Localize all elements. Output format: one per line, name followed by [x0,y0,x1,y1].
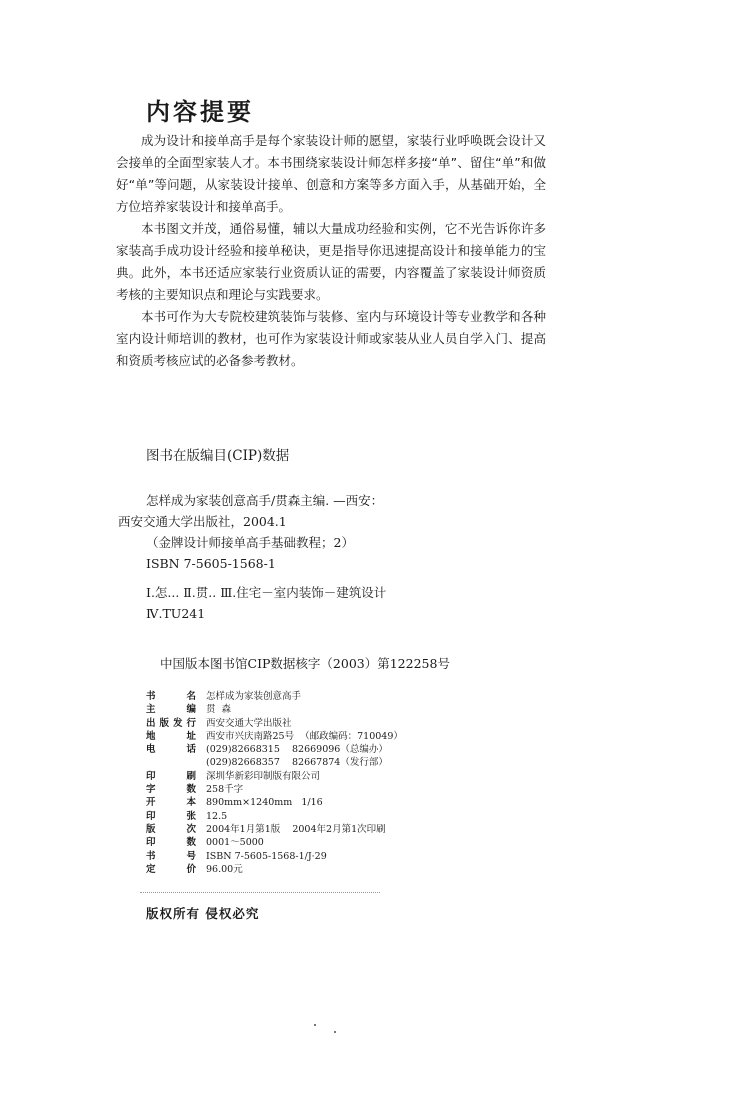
colophon-row [146,703,403,716]
colophon-value: 12.5 [206,810,228,822]
colophon-label: 定价 [146,863,196,875]
cip-record [118,490,538,574]
summary-paragraph: 本书图文并茂，通俗易懂，辅以大量成功经验和实例，它不光告诉你许多家装高手成功设计经验和接单秘诀，更是指导你迅速提高设计和接单能力的宝典。此外，本书还适应家装行业资质认证的需要，内容覆盖了家装设计师资质考核的主要知识点和理论与实践要求。 [116,221,546,302]
cip-subject-line: Ⅰ.怎... Ⅱ.贯.. Ⅲ.住宅－室内装饰－建筑设计 [146,585,387,600]
cip-line-publisher: 西安交通大学出版社，2004.1 [118,514,287,529]
divider [140,892,380,893]
colophon-row [146,823,403,836]
colophon-label: 电话 [146,744,196,756]
cip-line-series: （金牌设计师接单高手基础教程；2） [146,535,354,550]
colophon-value: 深圳华新彩印制版有限公司 [206,770,321,782]
summary-title: 内容提要 [146,98,254,126]
colophon [146,690,403,876]
colophon-row [146,730,403,743]
colophon-label: 字数 [146,784,196,796]
colophon-value: 96.00元 [206,863,243,875]
colophon-label: 书号 [146,850,196,862]
colophon-label: 版次 [146,823,196,835]
colophon-value: 890mm×1240mm 1/16 [206,797,323,809]
colophon-label: 印刷 [146,770,196,782]
cip-heading: 图书在版编目(CIP)数据 [146,448,290,464]
colophon-row [146,717,403,730]
colophon-label: 地址 [146,730,196,742]
colophon-value: 258千字 [206,784,244,796]
colophon-value: (029)82668315 82669096（总编办） [206,744,388,756]
colophon-row [146,743,403,756]
colophon-row [146,796,403,809]
colophon-row [146,783,403,796]
colophon-label: 印张 [146,810,196,822]
colophon-value: 怎样成为家装创意高手 [206,691,302,702]
colophon-value: 2004年1月第1版 2004年2月第1次印刷 [206,823,386,835]
colophon-label: 书名 [146,691,196,702]
colophon-value: 西安市兴庆南路25号 （邮政编码：710049） [206,730,403,742]
colophon-label: 主编 [146,704,196,716]
cip-classification-number: Ⅳ.TU241 [146,606,206,621]
cip-line-title: 怎样成为家装创意高手/贯森主编. —西安： [146,493,384,508]
cip-line-isbn: ISBN 7-5605-1568-1 [146,556,276,571]
cip-verification-number: 中国版本图书馆CIP数据核字（2003）第122258号 [160,656,450,671]
colophon-row [146,690,403,703]
scan-speck [314,1024,316,1026]
rights-notice: 版权所有 侵权必究 [146,906,260,921]
colophon-value: 0001～5000 [206,837,264,849]
colophon-row [146,863,403,876]
colophon-label [146,756,196,769]
scan-speck [334,1031,336,1033]
colophon-row [146,770,403,783]
colophon-value: 西安交通大学出版社 [206,717,292,729]
colophon-value: (029)82668357 82667874（发行部） [206,757,388,769]
colophon-row [146,836,403,849]
colophon-row [146,810,403,823]
colophon-row [146,756,403,769]
colophon-label: 印数 [146,837,196,849]
colophon-row [146,850,403,863]
summary-text [116,130,546,372]
summary-paragraph: 成为设计和接单高手是每个家装设计师的愿望，家装行业呼唤既会设计又会接单的全面型家装人才。本书围绕家装设计师怎样多接“单”、留住“单”和做好“单”等问题，从家装设计接单、创意和方案等多方面入手，从基础开始，全方位培养家装设计和接单高手。 [116,133,546,214]
cip-classification [146,582,546,624]
colophon-value: ISBN 7-5605-1568-1/J·29 [206,850,327,862]
colophon-label: 出版发行 [146,717,196,729]
colophon-label: 开本 [146,797,196,809]
summary-paragraph: 本书可作为大专院校建筑装饰与装修、室内与环境设计等专业教学和各种室内设计师培训的教材，也可作为家装设计师或家装从业人员自学入门、提高和资质考核应试的必备参考教材。 [116,309,546,368]
colophon-value: 贯 森 [206,704,232,716]
